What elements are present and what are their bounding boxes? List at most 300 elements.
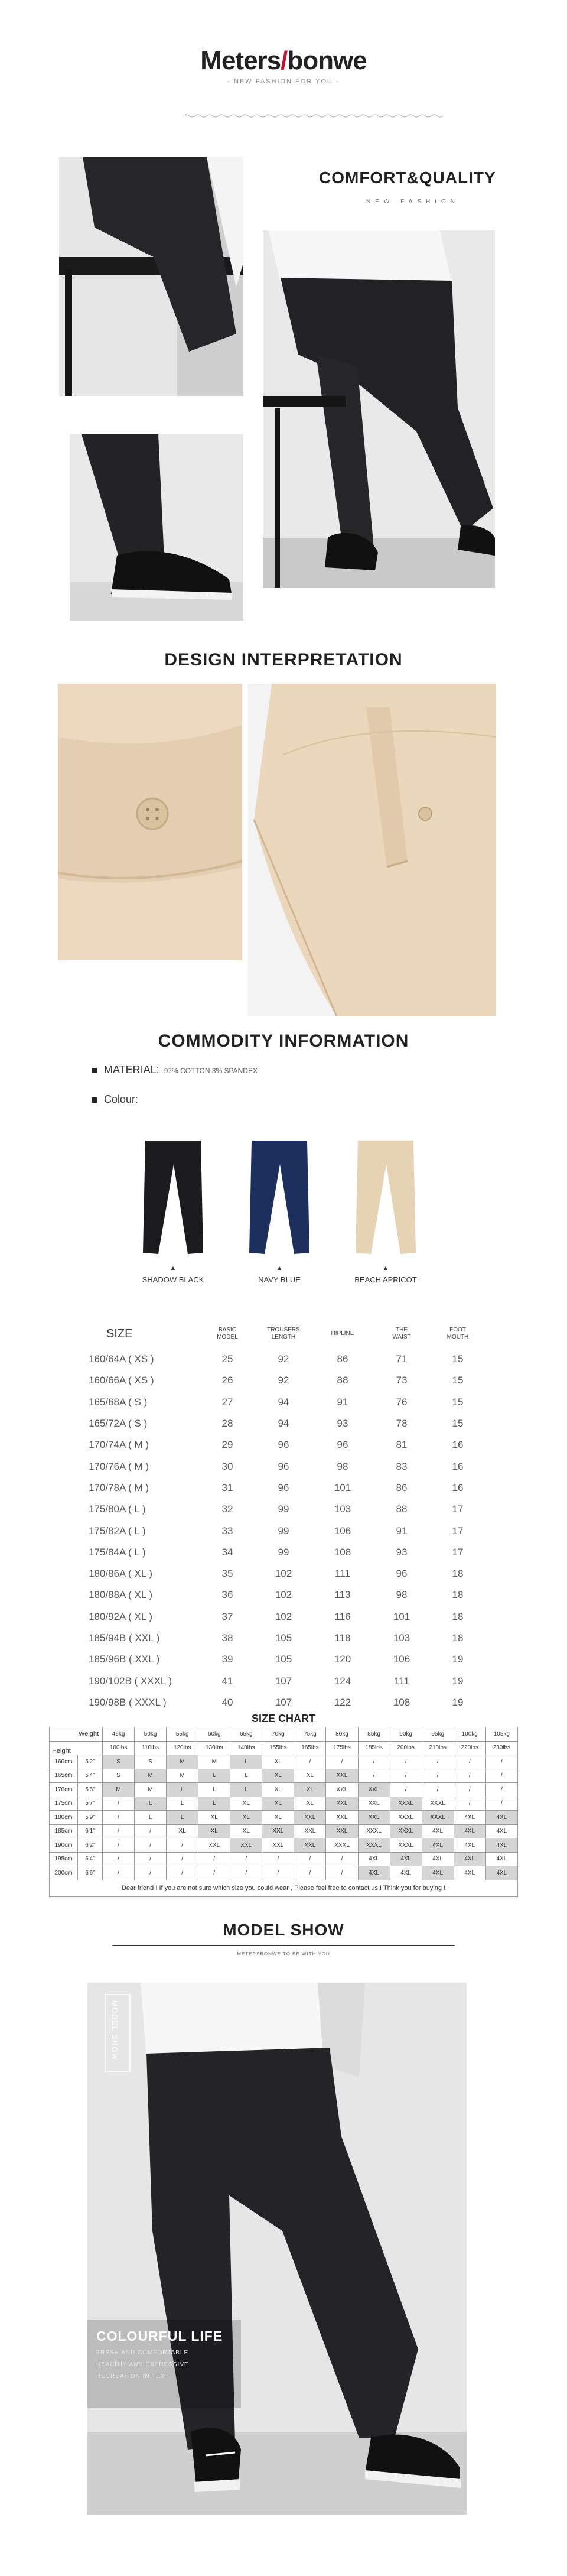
overlay-line-2: HEALTHY AND EXPRESSIVE: [96, 2361, 189, 2368]
size-chart-cell: XL: [262, 1755, 294, 1769]
overlay-line-3: RECREATION IN TEXT: [96, 2373, 170, 2380]
pants-swatch-apricot: [353, 1141, 418, 1256]
value-cell: 106: [393, 1654, 410, 1665]
height-ft-cell: 5'4": [78, 1769, 103, 1783]
size-chart-note: Dear friend ! If you are not sure which size you could wear , Please feel free to contact us ! Think you for buying !: [50, 1880, 518, 1896]
size-chart-cell: M: [135, 1769, 167, 1783]
size-chart-cell: XXXL: [326, 1838, 358, 1853]
value-cell: 113: [334, 1589, 351, 1601]
value-cell: 17: [452, 1503, 464, 1515]
height-ft-cell: 6'1": [78, 1824, 103, 1838]
value-cell: 29: [221, 1439, 233, 1451]
weight-lbs-cell: 140lbs: [230, 1741, 262, 1755]
size-chart-cell: /: [454, 1755, 485, 1769]
value-cell: 101: [334, 1482, 351, 1493]
height-cm-cell: 170cm: [50, 1783, 78, 1797]
weight-kg-cell: 95kg: [422, 1727, 454, 1742]
size-chart-cell: XXXL: [422, 1797, 454, 1811]
size-chart-cell: XXL: [198, 1838, 230, 1853]
size-chart-cell: XXL: [326, 1811, 358, 1825]
value-cell: 103: [393, 1632, 410, 1643]
value-cell: 37: [221, 1610, 233, 1622]
size-chart-cell: L: [230, 1783, 262, 1797]
size-chart-cell: XL: [294, 1797, 326, 1811]
size-chart-cell: XXL: [326, 1824, 358, 1838]
basic-model-header: BASIC MODEL: [217, 1327, 238, 1340]
size-chart-cell: /: [103, 1811, 135, 1825]
size-chart-cell: /: [103, 1866, 135, 1880]
size-chart-cell: L: [167, 1783, 198, 1797]
size-chart-cell: /: [422, 1783, 454, 1797]
size-chart-cell: /: [390, 1783, 422, 1797]
material-label: MATERIAL:: [104, 1064, 159, 1076]
size-chart-cell: M: [167, 1769, 198, 1783]
size-chart-cell: 4XL: [422, 1866, 454, 1880]
size-chart-cell: L: [167, 1797, 198, 1811]
value-cell: 96: [278, 1482, 289, 1493]
pants-swatch-black: [141, 1141, 206, 1256]
table-row: [83, 1563, 484, 1584]
size-chart-cell: XXXL: [358, 1824, 390, 1838]
size-chart-cell: XXXL: [390, 1797, 422, 1811]
value-cell: 102: [275, 1610, 292, 1622]
weight-lbs-cell: 230lbs: [485, 1741, 517, 1755]
size-chart-cell: XXXL: [422, 1811, 454, 1825]
size-chart-cell: L: [135, 1797, 167, 1811]
height-cm-cell: 185cm: [50, 1824, 78, 1838]
size-chart-cell: XL: [230, 1824, 262, 1838]
size-chart-cell: M: [103, 1783, 135, 1797]
table-row: [83, 1670, 484, 1691]
value-cell: 81: [396, 1439, 408, 1451]
value-cell: 124: [334, 1675, 351, 1687]
table-row: [83, 1606, 484, 1628]
value-cell: 107: [275, 1696, 292, 1708]
size-chart-cell: XL: [262, 1811, 294, 1825]
value-cell: 30: [221, 1460, 233, 1472]
size-chart-cell: XL: [262, 1797, 294, 1811]
design-interpretation-title: DESIGN INTERPRETATION: [164, 650, 403, 670]
size-chart-cell: XXXL: [390, 1824, 422, 1838]
height-cm-cell: 175cm: [50, 1797, 78, 1811]
height-cm-cell: 200cm: [50, 1866, 78, 1880]
wave-divider: [183, 113, 443, 118]
size-chart-cell: S: [103, 1769, 135, 1783]
weight-lbs-cell: 110lbs: [135, 1741, 167, 1755]
weight-lbs-cell: 210lbs: [422, 1741, 454, 1755]
chart-header-lbs-row: [50, 1741, 518, 1755]
weight-kg-cell: 60kg: [198, 1727, 230, 1742]
value-cell: 33: [221, 1525, 233, 1536]
color-label-navy: ▲ NAVY BLUE: [258, 1265, 301, 1284]
value-cell: 36: [221, 1589, 233, 1601]
size-chart-cell: /: [294, 1755, 326, 1769]
size-chart-cell: XXL: [262, 1838, 294, 1853]
size-chart-cell: /: [167, 1866, 198, 1880]
value-cell: 41: [221, 1675, 233, 1687]
size-chart-cell: 4XL: [454, 1852, 485, 1866]
value-cell: 15: [452, 1353, 464, 1365]
value-cell: 86: [396, 1482, 408, 1493]
height-label: Height: [50, 1741, 103, 1755]
value-cell: 17: [452, 1525, 464, 1536]
size-cell: 180/88A ( XL ): [89, 1589, 153, 1601]
value-cell: 98: [337, 1460, 348, 1472]
size-measurement-table: [83, 1319, 484, 1713]
size-chart-cell: 4XL: [485, 1838, 517, 1853]
size-chart-cell: XL: [262, 1769, 294, 1783]
size-chart-cell: /: [485, 1769, 517, 1783]
size-header: SIZE: [106, 1327, 133, 1340]
size-chart-title: SIZE CHART: [252, 1713, 315, 1724]
size-chart-cell: XXXL: [390, 1838, 422, 1853]
size-cell: 175/82A ( L ): [89, 1525, 146, 1536]
value-cell: 19: [452, 1696, 464, 1708]
weight-kg-cell: 85kg: [358, 1727, 390, 1742]
size-cell: 160/66A ( XS ): [89, 1375, 154, 1386]
weight-lbs-cell: 185lbs: [358, 1741, 390, 1755]
weight-kg-cell: 75kg: [294, 1727, 326, 1742]
size-chart-cell: /: [135, 1852, 167, 1866]
size-chart-cell: /: [390, 1755, 422, 1769]
size-chart-cell: /: [135, 1824, 167, 1838]
value-cell: 32: [221, 1503, 233, 1515]
colourful-life-title: COLOURFUL LIFE: [96, 2328, 223, 2344]
size-chart-cell: /: [326, 1852, 358, 1866]
weight-kg-cell: 55kg: [167, 1727, 198, 1742]
size-chart-cell: S: [135, 1755, 167, 1769]
size-chart-cell: 4XL: [485, 1866, 517, 1880]
chart-row: [50, 1852, 518, 1866]
table-row: [83, 1692, 484, 1713]
model-show-title: MODEL SHOW: [223, 1921, 344, 1939]
model-show-divider: [112, 1945, 455, 1946]
size-chart-cell: /: [485, 1755, 517, 1769]
value-cell: 92: [278, 1375, 289, 1386]
foot-mouth-header: FOOT MOUTH: [447, 1327, 469, 1340]
size-cell: 165/68A ( S ): [89, 1396, 148, 1408]
value-cell: 99: [278, 1546, 289, 1558]
size-chart-cell: /: [230, 1852, 262, 1866]
value-cell: 18: [452, 1568, 464, 1580]
size-chart-cell: XL: [294, 1783, 326, 1797]
value-cell: 15: [452, 1418, 464, 1430]
color-label-black: ▲ SHADOW BLACK: [142, 1265, 204, 1284]
size-chart-cell: /: [422, 1769, 454, 1783]
value-cell: 111: [335, 1568, 350, 1580]
model-show-subtitle: METERSBONWE TO BE WITH YOU: [237, 1951, 330, 1957]
chart-row: [50, 1824, 518, 1838]
size-chart-cell: /: [485, 1797, 517, 1811]
weight-lbs-cell: 130lbs: [198, 1741, 230, 1755]
size-chart-cell: /: [326, 1755, 358, 1769]
height-ft-cell: 5'7": [78, 1797, 103, 1811]
weight-kg-cell: 90kg: [390, 1727, 422, 1742]
weight-lbs-cell: 175lbs: [326, 1741, 358, 1755]
size-cell: 185/96B ( XXL ): [89, 1654, 160, 1665]
material-row: [92, 1064, 258, 1076]
value-cell: 71: [396, 1353, 408, 1365]
height-cm-cell: 190cm: [50, 1838, 78, 1853]
height-ft-cell: 6'6": [78, 1866, 103, 1880]
model-photo-sitting: [59, 157, 243, 396]
value-cell: 16: [452, 1460, 464, 1472]
size-cell: 170/76A ( M ): [89, 1460, 149, 1472]
size-chart-cell: /: [198, 1866, 230, 1880]
model-show-photo: [87, 1983, 467, 2515]
height-ft-cell: 6'2": [78, 1838, 103, 1853]
size-chart-cell: 4XL: [358, 1866, 390, 1880]
size-chart-cell: 4XL: [454, 1811, 485, 1825]
value-cell: 39: [221, 1654, 233, 1665]
value-cell: 98: [396, 1589, 408, 1601]
size-chart-cell: L: [198, 1783, 230, 1797]
comfort-quality-title: COMFORT&QUALITY: [319, 168, 496, 187]
size-chart-cell: XL: [198, 1824, 230, 1838]
weight-label: Weight: [50, 1727, 103, 1742]
chart-note-row: [50, 1880, 518, 1896]
value-cell: 106: [334, 1525, 351, 1536]
size-chart-cell: XXL: [358, 1783, 390, 1797]
size-chart-cell: M: [135, 1783, 167, 1797]
value-cell: 102: [275, 1568, 292, 1580]
size-chart-cell: /: [103, 1838, 135, 1853]
weight-lbs-cell: 120lbs: [167, 1741, 198, 1755]
size-chart-cell: 4XL: [485, 1811, 517, 1825]
size-chart-cell: 4XL: [422, 1852, 454, 1866]
size-cell: 180/92A ( XL ): [89, 1610, 153, 1622]
size-chart-cell: 4XL: [422, 1824, 454, 1838]
size-chart-cell: XXL: [358, 1797, 390, 1811]
value-cell: 26: [221, 1375, 233, 1386]
height-cm-cell: 160cm: [50, 1755, 78, 1769]
brand-tagline: - NEW FASHION FOR YOU -: [227, 78, 340, 85]
detail-photo-button: [58, 684, 242, 960]
weight-kg-cell: 80kg: [326, 1727, 358, 1742]
detail-photo-pocket: [248, 684, 496, 1016]
value-cell: 108: [393, 1696, 410, 1708]
chart-row: [50, 1783, 518, 1797]
weight-kg-cell: 50kg: [135, 1727, 167, 1742]
size-chart-grid: [49, 1727, 518, 1897]
value-cell: 92: [278, 1353, 289, 1365]
chart-row: [50, 1866, 518, 1880]
value-cell: 88: [337, 1375, 348, 1386]
weight-kg-cell: 65kg: [230, 1727, 262, 1742]
size-chart-cell: XXXL: [358, 1838, 390, 1853]
size-chart-cell: /: [454, 1783, 485, 1797]
value-cell: 91: [337, 1396, 348, 1408]
table-row: [83, 1413, 484, 1434]
value-cell: 78: [396, 1418, 408, 1430]
value-cell: 116: [334, 1610, 351, 1622]
value-cell: 86: [337, 1353, 348, 1365]
size-chart-cell: XXL: [294, 1811, 326, 1825]
size-chart-cell: 4XL: [358, 1852, 390, 1866]
size-chart-cell: /: [262, 1866, 294, 1880]
value-cell: 94: [278, 1396, 289, 1408]
bullet-square: [92, 1068, 97, 1073]
value-cell: 15: [452, 1375, 464, 1386]
comfort-quality-subtitle: NEW FASHION: [366, 199, 460, 205]
height-ft-cell: 5'2": [78, 1755, 103, 1769]
size-chart-cell: /: [454, 1797, 485, 1811]
value-cell: 34: [221, 1546, 233, 1558]
bullet-square: [92, 1097, 97, 1103]
size-chart-cell: XL: [262, 1783, 294, 1797]
height-ft-cell: 6'4": [78, 1852, 103, 1866]
model-photo-shoe: [70, 434, 243, 621]
chart-row: [50, 1755, 518, 1769]
size-chart-cell: /: [262, 1852, 294, 1866]
value-cell: 31: [221, 1482, 233, 1493]
size-table-header: [83, 1319, 484, 1349]
value-cell: 122: [334, 1696, 351, 1708]
value-cell: 15: [452, 1396, 464, 1408]
value-cell: 18: [452, 1610, 464, 1622]
height-ft-cell: 5'6": [78, 1783, 103, 1797]
size-chart-cell: L: [230, 1769, 262, 1783]
size-chart-cell: M: [198, 1755, 230, 1769]
value-cell: 18: [452, 1589, 464, 1601]
height-cm-cell: 195cm: [50, 1852, 78, 1866]
chart-header-kg-row: [50, 1727, 518, 1742]
weight-lbs-cell: 100lbs: [103, 1741, 135, 1755]
size-chart-cell: /: [135, 1866, 167, 1880]
trousers-length-header: TROUSERS LENGTH: [267, 1327, 300, 1340]
weight-lbs-cell: 155lbs: [262, 1741, 294, 1755]
size-chart-cell: /: [326, 1866, 358, 1880]
material-value: 97% COTTON 3% SPANDEX: [164, 1067, 258, 1075]
table-row: [83, 1499, 484, 1520]
size-cell: 170/78A ( M ): [89, 1482, 149, 1493]
weight-lbs-cell: 220lbs: [454, 1741, 485, 1755]
value-cell: 25: [221, 1353, 233, 1365]
value-cell: 96: [337, 1439, 348, 1451]
size-chart-cell: /: [198, 1852, 230, 1866]
size-cell: 175/80A ( L ): [89, 1503, 146, 1515]
value-cell: 118: [334, 1632, 351, 1643]
value-cell: 103: [334, 1503, 351, 1515]
size-chart-cell: 4XL: [485, 1852, 517, 1866]
table-row: [83, 1649, 484, 1670]
colour-row: [92, 1093, 138, 1106]
size-chart-cell: XL: [294, 1769, 326, 1783]
waist-header: THE WAIST: [392, 1327, 411, 1340]
model-show-vertical-label: MODEL SHOW: [110, 2000, 119, 2061]
value-cell: 38: [221, 1632, 233, 1643]
value-cell: 101: [393, 1610, 410, 1622]
size-chart-cell: /: [167, 1838, 198, 1853]
size-chart-cell: /: [358, 1769, 390, 1783]
size-chart-cell: /: [103, 1852, 135, 1866]
pants-swatch-navy: [247, 1141, 312, 1256]
weight-kg-cell: 45kg: [103, 1727, 135, 1742]
size-chart-cell: XL: [167, 1824, 198, 1838]
chart-row: [50, 1797, 518, 1811]
value-cell: 19: [452, 1675, 464, 1687]
size-chart-cell: 4XL: [390, 1852, 422, 1866]
table-row: [83, 1584, 484, 1606]
colour-label: Colour:: [104, 1093, 139, 1105]
size-chart-cell: L: [198, 1769, 230, 1783]
value-cell: 40: [221, 1696, 233, 1708]
value-cell: 102: [275, 1589, 292, 1601]
size-chart-cell: XXL: [230, 1838, 262, 1853]
model-photo-chair: [263, 230, 495, 588]
brand-logo: Meters/bonwe: [200, 46, 367, 75]
size-chart-cell: L: [198, 1797, 230, 1811]
size-chart-cell: /: [485, 1783, 517, 1797]
table-row: [83, 1520, 484, 1541]
size-cell: 160/64A ( XS ): [89, 1353, 154, 1365]
size-chart-cell: L: [230, 1755, 262, 1769]
color-label-apricot: ▲ BEACH APRICOT: [354, 1265, 417, 1284]
value-cell: 16: [452, 1439, 464, 1451]
size-chart-cell: /: [103, 1797, 135, 1811]
size-chart-cell: /: [103, 1824, 135, 1838]
value-cell: 19: [452, 1654, 464, 1665]
size-cell: 190/98B ( XXXL ): [89, 1696, 167, 1708]
size-chart-cell: 4XL: [485, 1824, 517, 1838]
size-chart-cell: /: [358, 1755, 390, 1769]
value-cell: 73: [396, 1375, 408, 1386]
weight-kg-cell: 70kg: [262, 1727, 294, 1742]
value-cell: 96: [278, 1439, 289, 1451]
table-row: [83, 1370, 484, 1391]
size-chart-cell: XXL: [294, 1838, 326, 1853]
weight-lbs-cell: 165lbs: [294, 1741, 326, 1755]
value-cell: 99: [278, 1503, 289, 1515]
weight-kg-cell: 100kg: [454, 1727, 485, 1742]
chart-row: [50, 1811, 518, 1825]
size-chart-cell: XXL: [294, 1824, 326, 1838]
size-chart-cell: XXL: [262, 1824, 294, 1838]
weight-kg-cell: 105kg: [485, 1727, 517, 1742]
value-cell: 105: [275, 1654, 292, 1665]
hipline-header: HIPLINE: [331, 1330, 354, 1337]
overlay-line-1: FRESH AND COMFORTABLE: [96, 2350, 189, 2356]
value-cell: 16: [452, 1482, 464, 1493]
value-cell: 35: [221, 1568, 233, 1580]
size-chart-cell: /: [454, 1769, 485, 1783]
size-chart-cell: /: [390, 1769, 422, 1783]
size-chart-cell: XXXL: [390, 1811, 422, 1825]
size-chart-cell: /: [422, 1755, 454, 1769]
value-cell: 108: [334, 1546, 351, 1558]
height-ft-cell: 5'9": [78, 1811, 103, 1825]
table-row: [83, 1349, 484, 1370]
height-cm-cell: 180cm: [50, 1811, 78, 1825]
value-cell: 27: [221, 1396, 233, 1408]
size-chart-cell: XL: [230, 1811, 262, 1825]
size-chart-cell: 4XL: [454, 1866, 485, 1880]
size-cell: 185/94B ( XXL ): [89, 1632, 160, 1643]
table-row: [83, 1628, 484, 1649]
size-cell: 190/102B ( XXXL ): [89, 1675, 172, 1687]
size-chart-cell: L: [167, 1811, 198, 1825]
value-cell: 105: [275, 1632, 292, 1643]
size-chart-cell: 4XL: [390, 1866, 422, 1880]
table-row: [83, 1434, 484, 1456]
table-row: [83, 1542, 484, 1563]
commodity-information-title: COMMODITY INFORMATION: [158, 1031, 409, 1051]
size-cell: 165/72A ( S ): [89, 1418, 148, 1430]
size-chart-cell: 4XL: [422, 1838, 454, 1853]
size-chart-cell: M: [167, 1755, 198, 1769]
size-chart-cell: S: [103, 1755, 135, 1769]
value-cell: 17: [452, 1546, 464, 1558]
